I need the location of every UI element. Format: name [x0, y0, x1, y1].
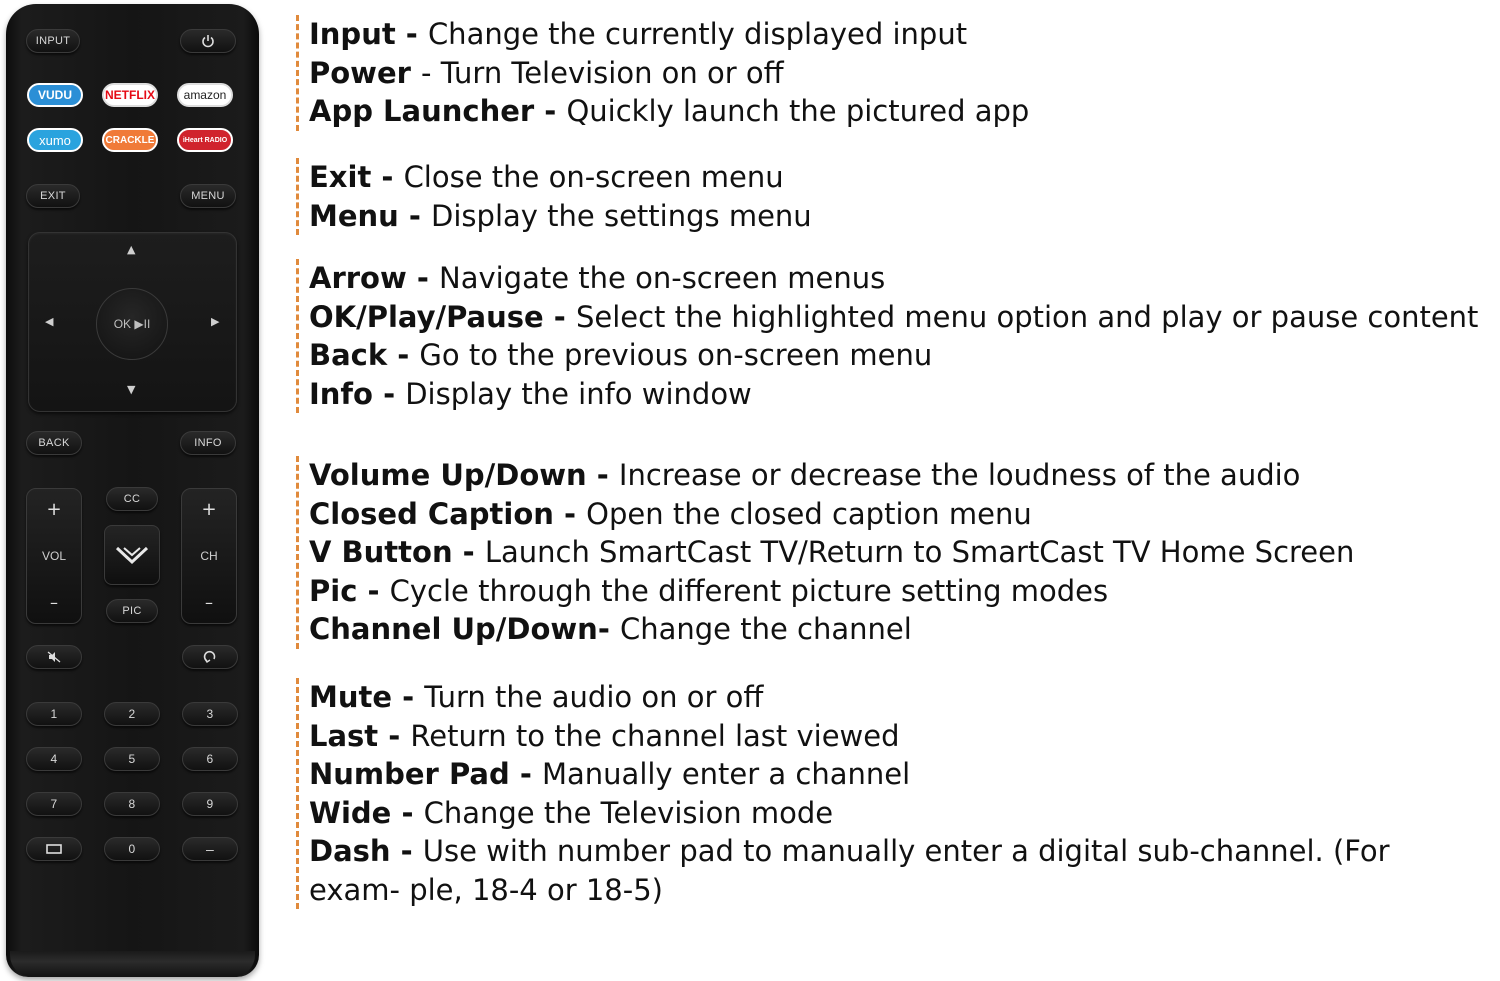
legend-line: [309, 832, 1489, 909]
legend-group-navigation: [296, 259, 1478, 413]
channel-rocker: [181, 488, 237, 624]
wide-button[interactable]: [26, 837, 82, 861]
legend-desc: Change the currently displayed input: [427, 17, 968, 51]
legend-term: Volume Up/Down -: [309, 458, 619, 492]
arrow-right-icon[interactable]: ▶: [211, 315, 220, 328]
legend-desc: Navigate the on-screen menus: [439, 261, 886, 295]
number-button-2[interactable]: 2: [104, 702, 160, 726]
legend-desc: Quickly launch the pictured app: [566, 94, 1030, 128]
xumo-app-button[interactable]: xumo: [27, 128, 83, 152]
remote-bottom-edge: [10, 951, 255, 977]
legend-desc: Cycle through the different picture setting modes: [389, 573, 1109, 608]
legend-line: [309, 456, 1354, 495]
legend-term: Wide -: [309, 795, 424, 830]
legend-desc: Close the on-screen menu: [403, 160, 784, 194]
info-button[interactable]: INFO: [180, 431, 236, 455]
power-icon: [201, 34, 215, 48]
legend-desc: Use with number pad to manually enter a digital sub-channel. (For exam- ple, 18-4 or 18-5): [309, 834, 1390, 907]
legend-term: Power: [309, 55, 422, 90]
legend-term: Pic -: [309, 573, 390, 608]
legend-line: [309, 755, 1489, 794]
legend-term: Closed Caption -: [309, 496, 587, 531]
legend-line: [309, 717, 1489, 756]
legend-term: Info -: [309, 376, 406, 411]
legend-group-volume-channel: [296, 456, 1354, 649]
channel-label: CH: [200, 549, 218, 563]
channel-up-button[interactable]: +: [201, 499, 217, 520]
legend-desc: Turn the audio on or off: [424, 680, 764, 714]
wide-icon: [46, 844, 62, 854]
vudu-app-button[interactable]: VUDU: [27, 83, 83, 107]
remote-control: [6, 4, 259, 977]
legend-line: [309, 92, 1029, 131]
number-button-0[interactable]: 0: [104, 837, 160, 861]
legend-term: Dash -: [309, 834, 423, 868]
legend-term: Mute -: [309, 680, 425, 714]
legend-desc: Open the closed caption menu: [586, 496, 1032, 531]
legend-term: OK/Play/Pause -: [309, 299, 576, 334]
legend-term: Exit -: [309, 160, 404, 194]
back-button[interactable]: BACK: [26, 431, 82, 455]
arrow-left-icon[interactable]: ◀: [45, 315, 54, 328]
legend-term: Menu -: [309, 198, 432, 233]
legend-line: [309, 572, 1354, 611]
legend-line: [309, 336, 1478, 375]
power-button[interactable]: [180, 29, 236, 53]
legend-line: [309, 533, 1354, 572]
number-button-3[interactable]: 3: [182, 702, 238, 726]
legend-desc: - Turn Television on or off: [421, 55, 784, 90]
legend-desc: Return to the channel last viewed: [410, 718, 900, 753]
number-button-1[interactable]: 1: [26, 702, 82, 726]
legend-line: [309, 375, 1478, 414]
amazon-app-button[interactable]: amazon: [177, 83, 233, 107]
volume-label: VOL: [41, 549, 66, 563]
number-button-9[interactable]: 9: [182, 792, 238, 816]
volume-down-button[interactable]: –: [50, 593, 58, 612]
v-logo-icon: [115, 545, 149, 565]
legend-group-mute-numbers: [296, 678, 1489, 909]
legend-term: Input -: [309, 17, 428, 51]
number-button-5[interactable]: 5: [104, 747, 160, 771]
legend-term: Arrow -: [309, 261, 439, 295]
ok-play-pause-button[interactable]: OK ▶II: [96, 288, 168, 360]
volume-up-button[interactable]: +: [46, 499, 62, 520]
iheartradio-app-button[interactable]: iHeart RADIO: [177, 128, 233, 152]
closed-caption-button[interactable]: CC: [106, 487, 158, 511]
arrow-down-icon[interactable]: ▼: [127, 383, 136, 396]
legend-term: V Button -: [309, 535, 485, 569]
legend-line: [309, 610, 1354, 649]
legend-desc: Launch SmartCast TV/Return to SmartCast TV Home Screen: [484, 535, 1355, 569]
channel-down-button[interactable]: –: [205, 593, 213, 612]
legend-line: [309, 495, 1354, 534]
legend-term: Last -: [309, 718, 411, 753]
last-channel-button[interactable]: [182, 645, 238, 669]
number-button-6[interactable]: 6: [182, 747, 238, 771]
legend-line: [309, 158, 812, 197]
legend-desc: Increase or decrease the loudness of the audio: [618, 458, 1301, 492]
legend-term: Channel Up/Down-: [309, 612, 620, 646]
legend-desc: Select the highlighted menu option and play or pause content: [575, 299, 1479, 334]
dash-button[interactable]: –: [182, 837, 238, 861]
legend-line: [309, 678, 1489, 717]
legend-desc: Go to the previous on-screen menu: [419, 338, 933, 372]
legend-line: [309, 197, 812, 236]
legend-group-exit-menu: [296, 158, 812, 235]
last-channel-icon: [203, 650, 217, 664]
crackle-app-button[interactable]: CRACKLE: [102, 128, 158, 152]
arrow-up-icon[interactable]: ▲: [127, 243, 136, 256]
legend-line: [309, 794, 1489, 833]
pic-button[interactable]: PIC: [106, 599, 158, 623]
menu-button[interactable]: MENU: [180, 184, 236, 208]
number-button-7[interactable]: 7: [26, 792, 82, 816]
exit-button[interactable]: EXIT: [26, 184, 80, 208]
legend-desc: Display the info window: [405, 376, 752, 411]
directional-pad: [28, 232, 237, 412]
legend-desc: Change the Television mode: [423, 795, 834, 830]
mute-icon: [47, 651, 61, 663]
number-button-4[interactable]: 4: [26, 747, 82, 771]
legend-desc: Display the settings menu: [431, 198, 812, 233]
legend-term: Number Pad -: [309, 757, 542, 791]
netflix-app-button[interactable]: NETFLIX: [102, 83, 158, 107]
legend-line: [309, 54, 1029, 93]
volume-rocker: [26, 488, 82, 624]
v-button[interactable]: [104, 525, 160, 585]
legend-line: [309, 259, 1478, 298]
legend-term: App Launcher -: [309, 94, 567, 128]
input-button[interactable]: INPUT: [26, 29, 80, 53]
legend-line: [309, 298, 1478, 337]
legend-line: [309, 15, 1029, 54]
legend-desc: Manually enter a channel: [542, 757, 911, 791]
mute-button[interactable]: [26, 645, 82, 669]
legend-desc: Change the channel: [619, 612, 912, 646]
legend-group-input-power-apps: [296, 15, 1029, 131]
number-button-8[interactable]: 8: [104, 792, 160, 816]
legend-term: Back -: [309, 338, 420, 372]
